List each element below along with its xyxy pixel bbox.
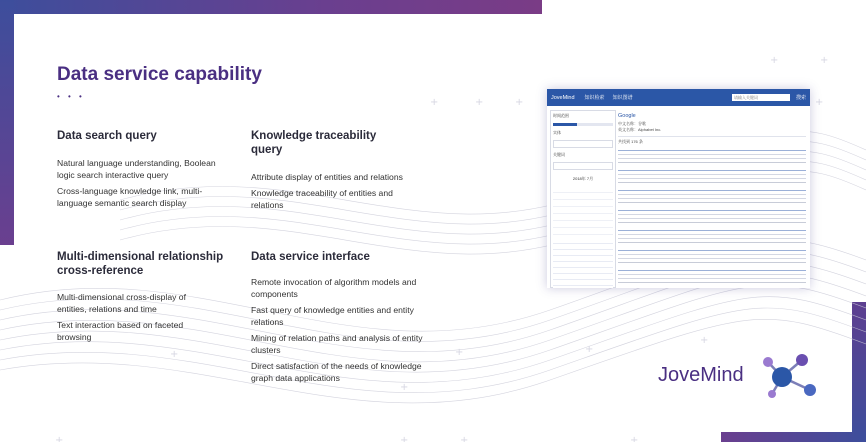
- app-nav-item-1: 知识检索: [584, 95, 605, 101]
- app-entity-line-1: 中文名称：谷歌: [618, 121, 646, 126]
- app-main: [618, 110, 806, 286]
- app-entity-title: Google: [618, 113, 636, 119]
- section-title-search: Data search query: [57, 130, 157, 142]
- app-entity-line-2: 英文名称：Alphabet Inc.: [618, 127, 662, 132]
- svg-text:+: +: [700, 335, 709, 346]
- svg-text:+: +: [400, 435, 409, 442]
- svg-text:+: +: [820, 55, 829, 66]
- svg-text:+: +: [460, 435, 469, 442]
- svg-text:+: +: [400, 382, 409, 393]
- app-sidebar: [550, 110, 616, 288]
- traceability-item-1: Attribute display of entities and relations: [251, 172, 403, 182]
- section-title-multidim: Multi-dimensional relationship cross-reference: [57, 251, 224, 277]
- search-item-1: Natural language understanding, Boolean logic search interactive query: [57, 158, 216, 180]
- app-side-input-2: [553, 162, 613, 170]
- svg-text:+: +: [430, 97, 439, 108]
- app-results-label: 共找到 176 条: [618, 136, 806, 145]
- interface-item-1: Remote invocation of algorithm models and components: [251, 277, 417, 299]
- interface-item-3: Mining of relation paths and analysis of entity clusters: [251, 333, 423, 355]
- app-calendar-title: 2018年 7月: [572, 176, 594, 181]
- app-calendar-grid: [553, 186, 613, 236]
- svg-text:+: +: [585, 344, 594, 355]
- interface-item-4: Direct satisfaction of the needs of knowledge graph data applications: [251, 361, 422, 383]
- svg-text:+: +: [55, 435, 64, 442]
- svg-text:+: +: [455, 347, 464, 358]
- traceability-item-2: Knowledge traceability of entities and relations: [251, 188, 393, 210]
- svg-text:+: +: [630, 435, 639, 442]
- app-search-input: 请输入关键词: [732, 94, 790, 101]
- app-results-list: [618, 147, 806, 287]
- multidim-item-2: Text interaction based on faceted browsing: [57, 320, 184, 342]
- app-nav-item-2: 知识图谱: [612, 95, 633, 101]
- brand-name: JoveMind: [658, 364, 744, 386]
- multidim-item-1: Multi-dimensional cross-display of entities, relations and time: [57, 292, 186, 314]
- app-side-label-2: 实体: [553, 130, 561, 135]
- app-side-label-1: 时间范围: [553, 113, 569, 118]
- app-search-button: 搜索: [795, 95, 806, 101]
- svg-text:+: +: [815, 97, 824, 108]
- svg-text:+: +: [770, 55, 779, 66]
- app-side-slider: [553, 123, 613, 126]
- search-item-2: Cross-language knowledge link, multi-language semantic search display: [57, 186, 203, 208]
- svg-text:+: +: [515, 97, 524, 108]
- app-screenshot: [547, 89, 810, 288]
- brand-logo-icon: [760, 352, 822, 402]
- app-logo: JoveMind: [551, 94, 575, 101]
- app-side-list: [553, 238, 613, 288]
- app-header: [547, 89, 810, 106]
- app-side-input-1: [553, 140, 613, 148]
- page-title: Data service capability: [57, 64, 262, 85]
- svg-text:+: +: [475, 97, 484, 108]
- title-dots-decor: • • •: [57, 92, 85, 101]
- section-title-traceability: Knowledge traceability query: [251, 130, 377, 156]
- section-title-interface: Data service interface: [251, 251, 370, 263]
- app-side-label-3: 关键词: [553, 152, 565, 157]
- interface-item-2: Fast query of knowledge entities and entity relations: [251, 305, 414, 327]
- svg-text:+: +: [170, 349, 179, 360]
